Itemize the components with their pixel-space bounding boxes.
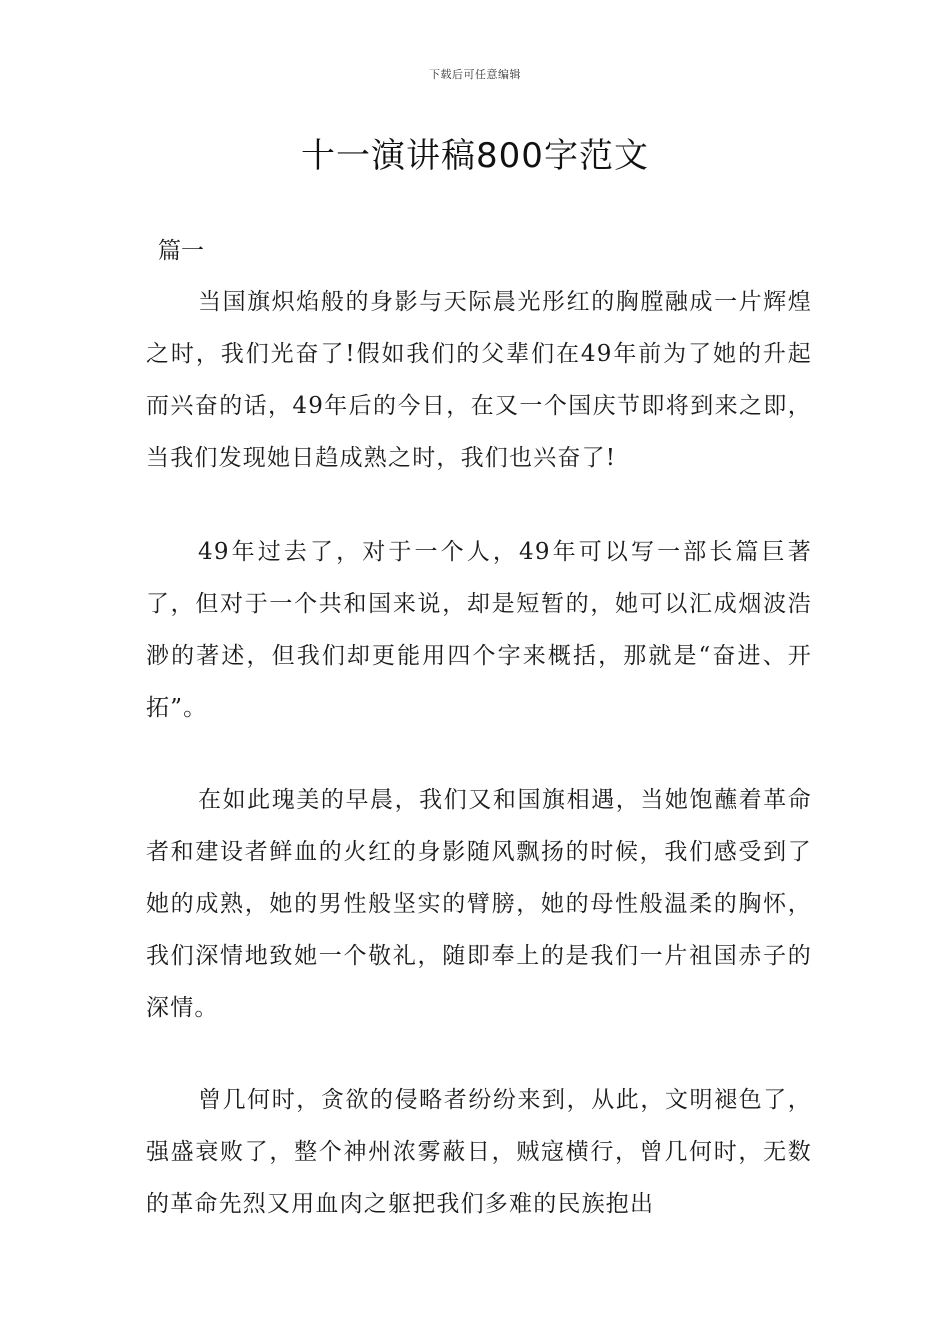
paragraph-4: 曾几何时，贪欲的侵略者纷纷来到，从此，文明褪色了，强盛衰败了，整个神州浓雾蔽日，贼寇横行，曾几何时，无数的革命先烈又用血肉之躯把我们多难的民族抱出 xyxy=(146,1087,812,1217)
paragraph-1: 当国旗炽焰般的身影与天际晨光彤红的胸膛融成一片辉煌之时，我们光奋了!假如我们的父辈们在49年前为了她的升起而兴奋的话，49年后的今日，在又一个国庆节即将到来之即，当我们发现她日趋成熟之时，我们也兴奋了! xyxy=(146,289,812,471)
header-note: 下载后可任意编辑 xyxy=(429,68,521,81)
paragraph-2-container xyxy=(146,526,812,734)
paragraph-2: 49年过去了，对于一个人，49年可以写一部长篇巨著了，但对于一个共和国来说，却是短暂的，她可以汇成烟波浩渺的著述，但我们却更能用四个字来概括，那就是“奋进、开拓”。 xyxy=(146,539,812,721)
paragraph-1-container xyxy=(146,276,812,484)
paragraph-3: 在如此瑰美的早晨，我们又和国旗相遇，当她饱蘸着革命者和建设者鲜血的火红的身影随风飘扬的时候，我们感受到了她的成熟，她的男性般坚实的臂膀，她的母性般温柔的胸怀，我们深情地致她一个敬礼，随即奉上的是我们一片祖国赤子的深情。 xyxy=(146,787,812,1021)
paragraph-4-container xyxy=(146,1074,812,1230)
paragraph-3-container xyxy=(146,774,812,1034)
document-title: 十一演讲稿800字范文 xyxy=(301,136,649,176)
section-label: 篇一 xyxy=(158,238,204,264)
